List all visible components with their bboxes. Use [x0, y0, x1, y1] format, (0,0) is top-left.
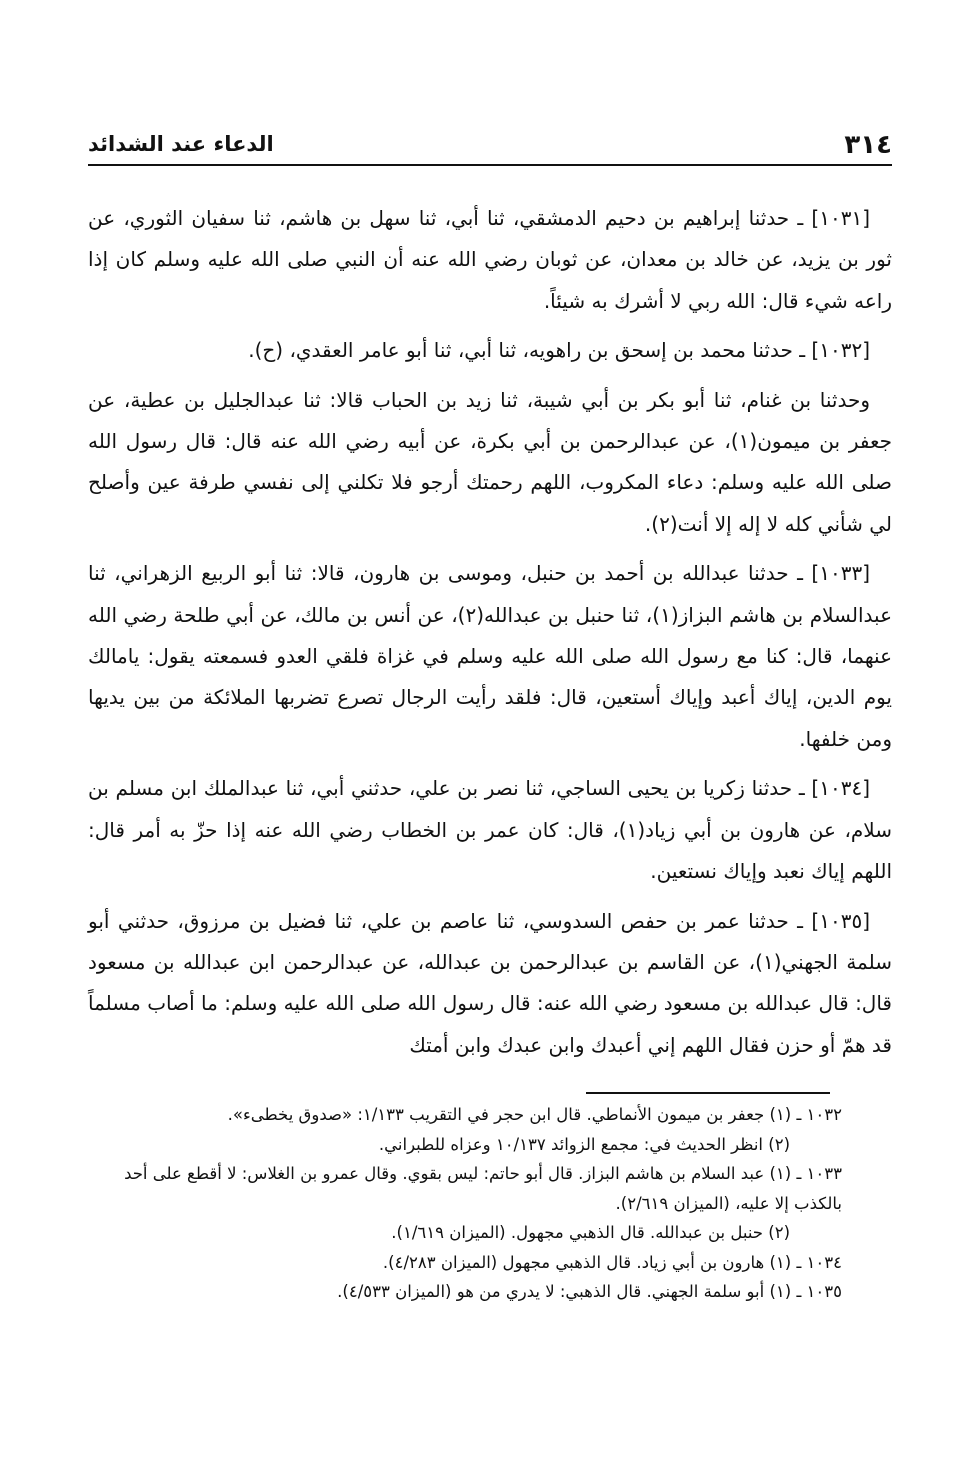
header-rule	[88, 164, 892, 166]
footnote: (٢) حنبل بن عبدالله. قال الذهبي مجهول. (الميزان ١/٦١٩).	[391, 1223, 790, 1242]
hadith-text: وحدثنا بن غنام، ثنا أبو بكر بن أبي شيبة، ثنا زيد بن الحباب قالا: ثنا عبدالجليل بن عطية، عن جعفر بن ميمون(١)، عن عبدالرحمن بن أبي بكرة، عن أبيه رضي الله عنه قال: قال رسول الله صلى الله عليه وسلم: دعاء المكروب، اللهم رحمتك أرجو فلا تكلني إلى نفسي طرفة عين وأصلح لي شأني كله لا إله إلا أنت(٢).	[88, 387, 892, 536]
footnote: ١٠٣٣ ـ (١) عبد السلام بن هاشم البزاز. قال أبو حاتم: ليس بقوي. وقال عمرو بن الغلاس: لا أقطع على أحد بالكذب إلا عليه، (الميزان ٢/٦١٩).	[124, 1164, 842, 1213]
footnotes	[110, 1100, 842, 1307]
main-text	[88, 198, 892, 1074]
footnote: ١٠٣٥ ـ (١) أبو سلمة الجهني. قال الذهبي: لا يدري من هو (الميزان ٤/٥٣٣).	[337, 1282, 842, 1301]
hadith-text: [١٠٣٣] ـ حدثنا عبدالله بن أحمد بن حنبل، وموسى بن هارون، قالا: ثنا أبو الربيع الزهراني، ثنا عبدالسلام بن هاشم البزاز(١)، ثنا حنبل بن عبدالله(٢)، عن أنس بن مالك، عن أبي طلحة رضي الله عنهما، قال: كنا مع رسول الله صلى الله عليه وسلم في غزاة فلقي العدو فسمعته يقول: يامالك يوم الدين، إياك أعبد وإياك أستعين، قال: فلقد رأيت الرجال تصرع تضربها الملائكة من بين يديها ومن خلفها.	[88, 561, 892, 751]
hadith-1032-continuation	[88, 380, 892, 546]
hadith-text: [١٠٣٢] ـ حدثنا محمد بن إسحق بن راهويه، ثنا أبي، ثنا أبو عامر العقدي، (ح).	[248, 338, 870, 363]
hadith-text: [١٠٣٥] ـ حدثنا عمر بن حفص السدوسي، ثنا عاصم بن علي، ثنا فضيل بن مرزوق، حدثني أبو سلمة الجهني(١)، عن القاسم بن عبدالرحمن بن عبدالله، عن عبدالرحمن ابن عبدالله بن مسعود قال: قال عبدالله بن مسعود رضي الله عنه: قال رسول الله صلى الله عليه وسلم: ما أصاب مسلماً قد همّ أو حزن فقال اللهم إني أعبدك وابن عبدك وابن أمتك	[88, 908, 892, 1057]
footnote: (٢) انظر الحديث في: مجمع الزوائد ١٠/١٣٧ وعزاه للطبراني.	[378, 1134, 790, 1154]
hadith-1031	[88, 198, 892, 322]
footnote: ١٠٣٤ ـ (١) هارون بن أبي زياد. قال الذهبي مجهول (الميزان ٤/٢٨٣).	[382, 1252, 842, 1272]
footnote: ١٠٣٢ ـ (١) جعفر بن ميمون الأنماطي. قال ابن حجر في التقريب ١/١٣٣: «صدوق يخطىء».	[227, 1105, 842, 1124]
hadith-1033	[88, 553, 892, 760]
hadith-text: [١٠٣٤] ـ حدثنا زكريا بن يحيى الساجي، ثنا نصر بن علي، حدثني أبي، ثنا عبدالملك ابن مسلم بن سلام، عن هارون بن أبي زياد(١)، قال: كان عمر بن الخطاب رضي الله عنه إذا حزّ به أمر قال: اللهم إياك نعبد وإياك نستعين.	[88, 776, 892, 884]
page-header	[88, 128, 892, 164]
hadith-1035	[88, 901, 892, 1067]
page-number: ٣١٤	[844, 130, 892, 160]
hadith-1034	[88, 768, 892, 892]
running-title: الدعاء عند الشدائد	[88, 132, 274, 156]
footnote-rule	[586, 1092, 830, 1094]
hadith-1032	[88, 330, 892, 371]
hadith-text: [١٠٣١] ـ حدثنا إبراهيم بن دحيم الدمشقي، ثنا أبي، ثنا سهل بن هاشم، ثنا سفيان الثوري، عن ثور بن يزيد، عن خالد بن معدان، عن ثوبان رضي الله عنه أن النبي صلى الله عليه وسلم كان إذا راعه شيء قال: الله ربي لا أشرك به شيئاً.	[88, 206, 892, 313]
